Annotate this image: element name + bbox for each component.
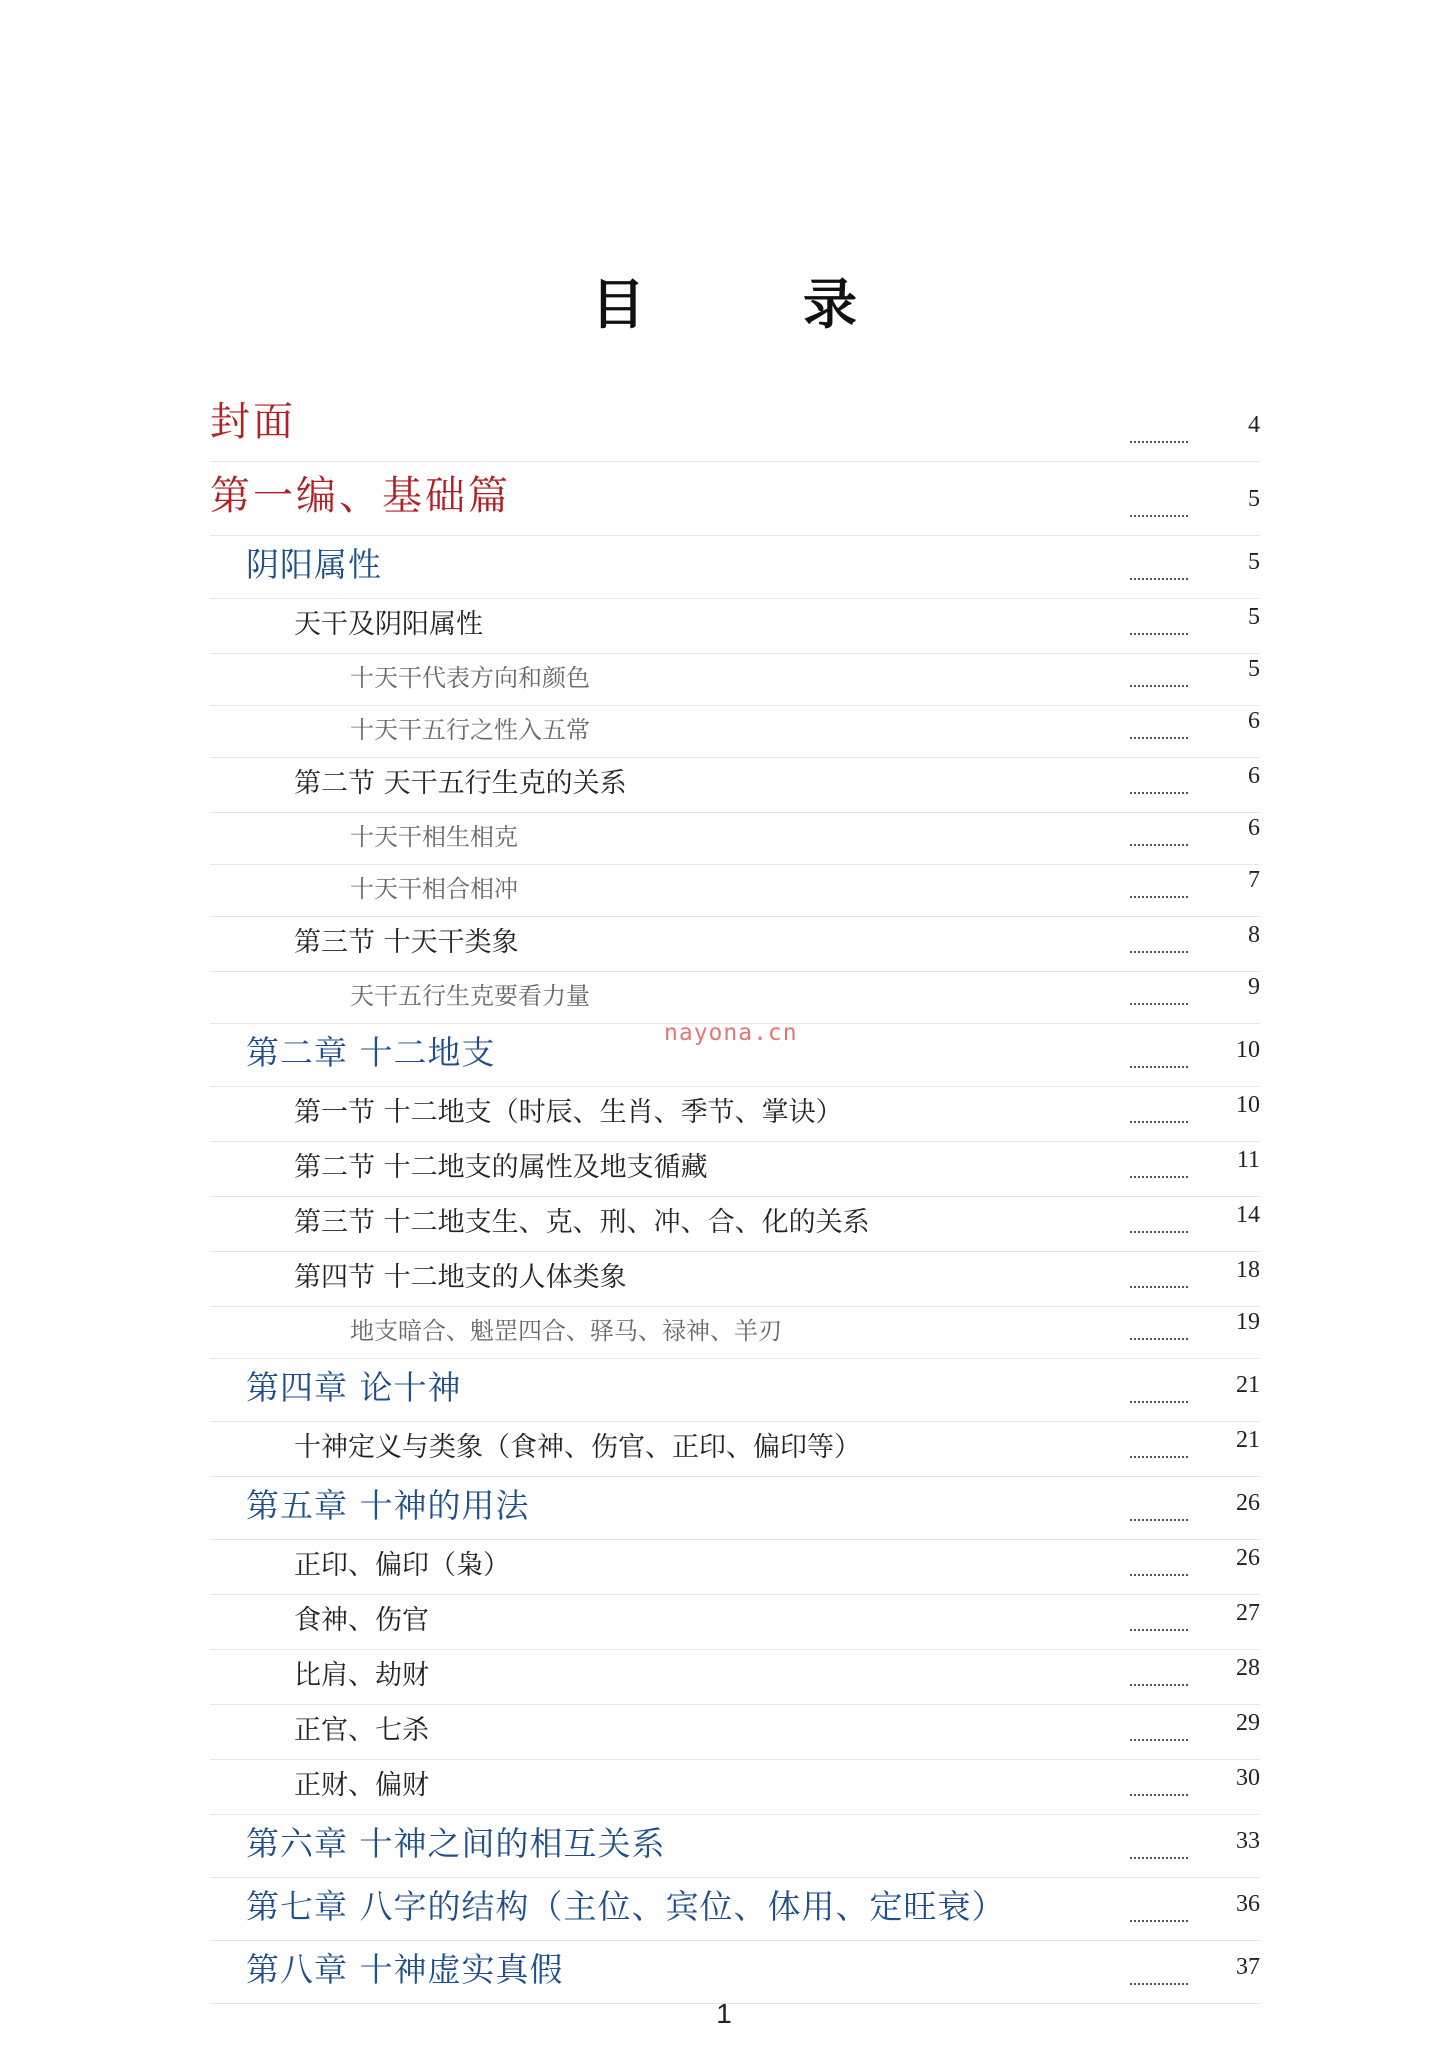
- toc-entry-page: 6: [1248, 708, 1260, 734]
- dot-leader: [1130, 578, 1188, 580]
- toc-entry-page: 37: [1236, 1954, 1260, 1980]
- dot-leader: [1130, 1176, 1188, 1178]
- toc-entry-page: 7: [1248, 867, 1260, 893]
- toc-entry-label: 食神、伤官: [294, 1605, 429, 1636]
- dot-leader: [1130, 1519, 1188, 1521]
- toc-entry[interactable]: [210, 1087, 1260, 1142]
- dot-leader: [1130, 1857, 1188, 1859]
- toc-entry[interactable]: [210, 1307, 1260, 1359]
- toc-entry-label: 第七章 八字的结构（主位、宾位、体用、定旺衰）: [246, 1887, 1006, 1926]
- toc-entry[interactable]: [210, 654, 1260, 706]
- toc-entry[interactable]: [210, 1252, 1260, 1307]
- toc-entry-page: 27: [1236, 1600, 1260, 1626]
- toc-entry-page: 6: [1248, 815, 1260, 841]
- dot-leader: [1130, 1629, 1188, 1631]
- toc-entry[interactable]: [210, 1422, 1260, 1477]
- toc-entry-page: 30: [1236, 1765, 1260, 1791]
- toc-entry-page: 5: [1248, 549, 1260, 575]
- toc-entry-page: 5: [1248, 486, 1260, 512]
- toc-entry-label: 第三节 十天干类象: [294, 927, 519, 958]
- toc-entry-label: 天干五行生克要看力量: [350, 982, 590, 1010]
- dot-leader: [1130, 1920, 1188, 1922]
- toc-entry[interactable]: [210, 1142, 1260, 1197]
- toc-entry-label: 第五章 十神的用法: [246, 1486, 530, 1525]
- toc-entry-page: 11: [1236, 1147, 1260, 1173]
- toc-entry-page: 19: [1236, 1309, 1260, 1335]
- toc-entry[interactable]: [210, 536, 1260, 599]
- toc-entry-label: 十神定义与类象（食神、伤官、正印、偏印等）: [294, 1432, 861, 1463]
- dot-leader: [1130, 1684, 1188, 1686]
- dot-leader: [1130, 633, 1188, 635]
- toc-entry-page: 9: [1248, 974, 1260, 1000]
- dot-leader: [1130, 1983, 1188, 1985]
- toc-entry-page: 5: [1248, 604, 1260, 630]
- toc-entry-label: 第三节 十二地支生、克、刑、冲、合、化的关系: [294, 1207, 870, 1238]
- toc-entry-label: 正财、偏财: [294, 1770, 429, 1801]
- toc-entry-label: 地支暗合、魁罡四合、驿马、禄神、羊刃: [350, 1317, 782, 1345]
- toc-entry[interactable]: [210, 1540, 1260, 1595]
- toc-entry-label: 十天干相生相克: [350, 823, 518, 851]
- toc-entry-label: 正官、七杀: [294, 1715, 429, 1746]
- toc-entry-label: 阴阳属性: [246, 545, 382, 584]
- toc-entry[interactable]: [210, 1650, 1260, 1705]
- toc-entry-page: 18: [1236, 1257, 1260, 1283]
- toc-entry-page: 5: [1248, 656, 1260, 682]
- dot-leader: [1130, 1286, 1188, 1288]
- toc-entry-page: 26: [1236, 1545, 1260, 1571]
- toc-entry-page: 4: [1248, 412, 1260, 438]
- toc-entry-label: 第二节 十二地支的属性及地支循藏: [294, 1152, 708, 1183]
- dot-leader: [1130, 441, 1188, 443]
- toc-entry[interactable]: [210, 1878, 1260, 1941]
- toc-entry-page: 14: [1236, 1202, 1260, 1228]
- toc-entry-label: 天干及阴阳属性: [294, 609, 483, 640]
- dot-leader: [1130, 685, 1188, 687]
- dot-leader: [1130, 1574, 1188, 1576]
- toc-entry-label: 比肩、劫财: [294, 1660, 429, 1691]
- dot-leader: [1130, 1121, 1188, 1123]
- toc-entry-label: 第八章 十神虚实真假: [246, 1950, 564, 1989]
- toc-entry-page: 36: [1236, 1891, 1260, 1917]
- toc-entry-page: 28: [1236, 1655, 1260, 1681]
- page-title: 目 录: [591, 273, 909, 336]
- toc-entry[interactable]: [210, 599, 1260, 654]
- toc-entry-page: 10: [1236, 1092, 1260, 1118]
- toc-entry-page: 33: [1236, 1828, 1260, 1854]
- toc-entry[interactable]: [210, 917, 1260, 972]
- toc-entry-page: 21: [1236, 1427, 1260, 1453]
- dot-leader: [1130, 896, 1188, 898]
- toc-entry[interactable]: [210, 1359, 1260, 1422]
- toc-entry-label: 第六章 十神之间的相互关系: [246, 1824, 666, 1863]
- toc-entry[interactable]: [210, 972, 1260, 1024]
- toc-entry-label: 十天干相合相冲: [350, 875, 518, 903]
- dot-leader: [1130, 1003, 1188, 1005]
- dot-leader: [1130, 1794, 1188, 1796]
- toc-entry[interactable]: [210, 1595, 1260, 1650]
- toc-entry-label: 正印、偏印（枭）: [294, 1550, 510, 1581]
- dot-leader: [1130, 1338, 1188, 1340]
- toc-entry[interactable]: [210, 462, 1260, 536]
- toc-entry[interactable]: [210, 813, 1260, 865]
- toc-entry-label: 第二章 十二地支: [246, 1033, 496, 1072]
- toc-entry-label: 第四章 论十神: [246, 1368, 462, 1407]
- toc-entry[interactable]: [210, 758, 1260, 813]
- toc-entry-page: 8: [1248, 922, 1260, 948]
- toc-entry-label: 第一节 十二地支（时辰、生肖、季节、掌诀）: [294, 1097, 843, 1128]
- dot-leader: [1130, 515, 1188, 517]
- toc-entry-label: 十天干代表方向和颜色: [350, 664, 590, 692]
- dot-leader: [1130, 1231, 1188, 1233]
- watermark: nayona.cn: [664, 1020, 798, 1046]
- toc-entry[interactable]: [210, 1760, 1260, 1815]
- dot-leader: [1130, 1739, 1188, 1741]
- dot-leader: [1130, 1456, 1188, 1458]
- toc-entry[interactable]: [210, 1477, 1260, 1540]
- dot-leader: [1130, 792, 1188, 794]
- toc-entry[interactable]: [210, 706, 1260, 758]
- toc-entry[interactable]: [210, 1941, 1260, 2004]
- toc-entry-page: 21: [1236, 1372, 1260, 1398]
- dot-leader: [1130, 844, 1188, 846]
- dot-leader: [1130, 951, 1188, 953]
- toc-entry-page: 10: [1236, 1037, 1260, 1063]
- toc-entry[interactable]: [210, 1197, 1260, 1252]
- toc-entry-label: 第四节 十二地支的人体类象: [294, 1262, 627, 1293]
- toc-entry-page: 6: [1248, 763, 1260, 789]
- toc-entry-label: 封面: [210, 399, 296, 445]
- toc-entry[interactable]: [210, 1705, 1260, 1760]
- dot-leader: [1130, 1066, 1188, 1068]
- toc-entry-label: 第二节 天干五行生克的关系: [294, 768, 627, 799]
- page-number: 1: [716, 1998, 732, 2029]
- toc-entry[interactable]: [210, 388, 1260, 462]
- toc-entry-label: 第一编、基础篇: [210, 473, 511, 519]
- dot-leader: [1130, 1401, 1188, 1403]
- toc-entry-label: 十天干五行之性入五常: [350, 716, 590, 744]
- toc-entry-page: 29: [1236, 1710, 1260, 1736]
- dot-leader: [1130, 737, 1188, 739]
- toc-entry[interactable]: [210, 1815, 1260, 1878]
- toc-entry-page: 26: [1236, 1490, 1260, 1516]
- table-of-contents: [210, 388, 1260, 2004]
- toc-entry[interactable]: [210, 865, 1260, 917]
